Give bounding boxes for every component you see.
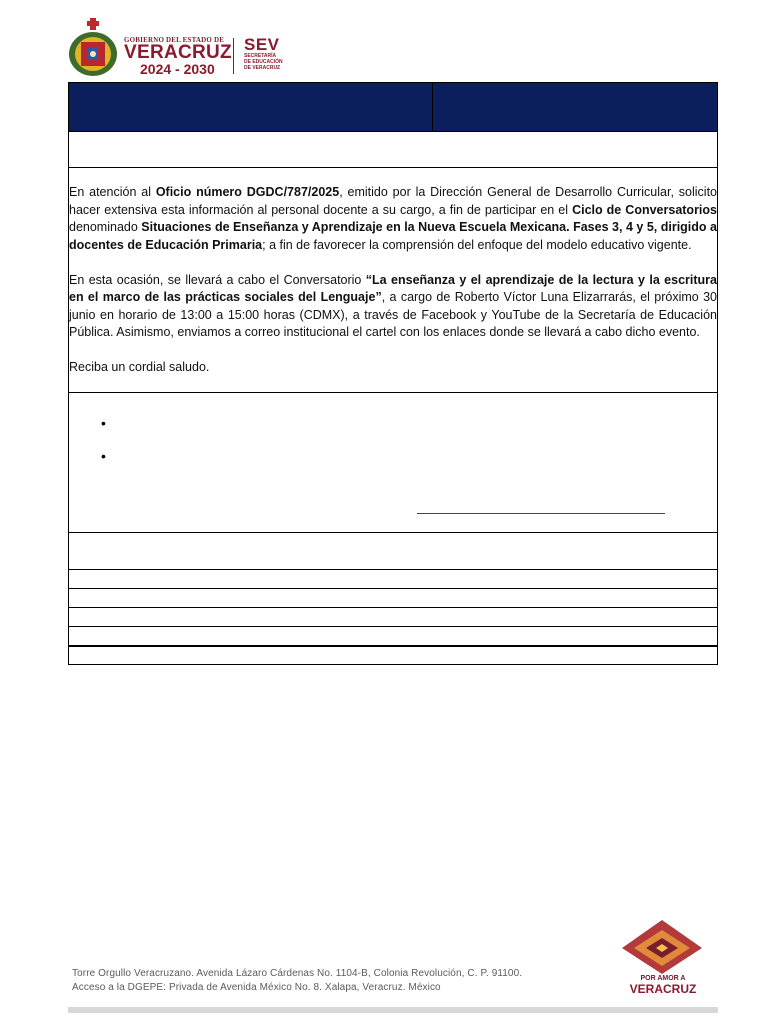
footer-address-1: Torre Orgullo Veracruzano. Avenida Lázaro Cárdenas No. 1104-B, Colonia Revolución, C. P. 91100. <box>72 968 523 979</box>
sev-title: SEV <box>244 35 280 54</box>
message-body <box>69 184 717 394</box>
p1-text-a: En atención al <box>69 185 156 199</box>
table-row-empty <box>68 131 718 168</box>
table-header-row <box>68 82 718 132</box>
p1-text-e: denominado <box>69 220 142 234</box>
p1-text-g: ; a fin de favorecer la comprensión del enfoque del modelo educativo vigente. <box>262 237 692 252</box>
table-row <box>68 646 718 665</box>
bullet-item: • <box>101 448 106 464</box>
table-row <box>68 532 718 570</box>
state-name: VERACRUZ <box>124 42 232 63</box>
por-amor-line1: POR AMOR A <box>640 975 686 982</box>
sev-subtitle-1: SECRETARÍA <box>244 53 277 59</box>
header-cell-divider <box>432 83 433 131</box>
gov-label: GOBIERNO DEL ESTADO DE <box>124 36 225 44</box>
term-years: 2024 - 2030 <box>140 61 215 77</box>
table-row <box>68 588 718 608</box>
por-amor-line2: VERACRUZ <box>629 982 697 996</box>
conversatorio-title: “La enseñanza y el aprendizaje de la lectura y la escritura en el marco de las prácticas sociales del Lenguaje” <box>69 272 717 304</box>
p2-text-a: En esta ocasión, se llevará a cabo el Conversatorio <box>69 272 366 287</box>
letterhead <box>66 18 366 80</box>
por-amor-logo-text <box>618 975 708 995</box>
p1-text-c: , emitido por la Dirección General de Desarrollo Curricular, solicito hacer extensiva esta información al personal docente a su cargo, a fin de participar en el <box>69 185 717 217</box>
sev-subtitle-3: DE VERACRUZ <box>244 65 281 71</box>
hyperlink[interactable] <box>417 513 665 514</box>
table-row <box>68 569 718 589</box>
table-row <box>68 607 718 627</box>
paragraph-1 <box>69 184 717 254</box>
oficio-number: Oficio número DGDC/787/2025 <box>155 185 340 199</box>
ciclo-name: Ciclo de Conversatorios <box>572 202 717 217</box>
sev-subtitle-2: DE EDUCACIÓN <box>244 59 283 65</box>
p2-text-c: , a cargo de Roberto Víctor Luna Elizarrarás, el próximo 30 junio en horario de 13:00 a 15:00 horas (CDMX), a través de Facebook y YouTube de la Secretaría de Educación Pública. Asimismo, enviamos a correo institucional el cartel con los enlaces donde se llevará a cabo dicho evento. <box>69 290 717 339</box>
bullet-item: • <box>101 415 106 431</box>
list-cell <box>68 392 718 533</box>
header-divider <box>233 38 234 74</box>
footer-address-2: Acceso a la DGEPE: Privada de Avenida México No. 8. Xalapa, Veracruz. México <box>72 982 441 993</box>
footer-bar <box>68 1007 718 1013</box>
closing-salutation: Reciba un cordial saludo. <box>69 360 210 374</box>
message-cell <box>68 167 718 393</box>
paragraph-2 <box>69 272 717 342</box>
veracruz-seal-icon <box>66 18 120 78</box>
table-row <box>68 626 718 646</box>
program-name: Situaciones de Enseñanza y Aprendizaje en la Nueva Escuela Mexicana. Fases 3, 4 y 5, dirigido a docentes de Educación Primaria <box>69 220 717 252</box>
